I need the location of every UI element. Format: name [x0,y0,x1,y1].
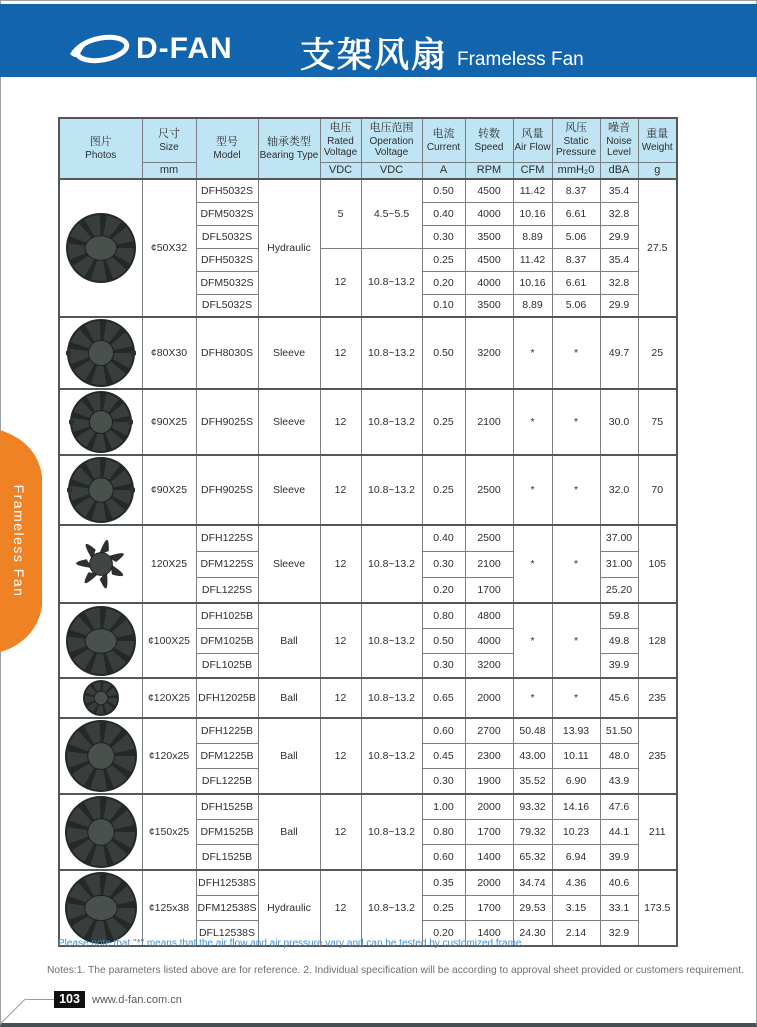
bearing-cell: Hydraulic [258,870,320,946]
noise-cell: 35.4 [600,248,638,271]
spec-table [58,117,676,947]
logo-swoosh-icon [68,32,130,66]
model-cell: DFL5032S [196,294,258,317]
speed-cell: 3200 [465,653,513,678]
air-flow-cell: * [513,603,552,678]
model-cell: DFL1525B [196,845,258,870]
operation-voltage-cell: 10.8~13.2 [361,794,422,870]
air-flow-cell: 50.48 [513,718,552,743]
static-pressure-cell: 3.15 [552,895,600,920]
noise-cell: 45.6 [600,678,638,718]
air-flow-cell: 29.53 [513,895,552,920]
current-cell: 0.20 [422,577,465,603]
current-cell: 0.25 [422,455,465,525]
speed-cell: 2500 [465,455,513,525]
fan-photo [67,456,135,524]
air-flow-cell: * [513,678,552,718]
operation-voltage-cell: 10.8~13.2 [361,678,422,718]
photo-cell [59,794,142,870]
footnote-general: Notes:1. The parameters listed above are for reference. 2. Individual specification will be according to approval sheet provided or customers requirement. [47,965,744,976]
model-cell: DFH1025B [196,603,258,628]
col-header-air-flow: 风量 Air Flow [513,118,552,162]
air-flow-cell: 10.16 [513,271,552,294]
bearing-cell: Sleeve [258,525,320,603]
size-cell: 120X25 [142,525,196,603]
photo-cell [59,678,142,718]
current-cell: 0.20 [422,271,465,294]
noise-cell: 32.0 [600,455,638,525]
size-cell: ¢50X32 [142,179,196,317]
noise-cell: 59.8 [600,603,638,628]
speed-cell: 2100 [465,389,513,455]
air-flow-cell: 34.74 [513,870,552,895]
col-header-photos: 图片 Photos [59,118,142,179]
table-row [59,389,677,455]
model-cell: DFH5032S [196,179,258,202]
speed-cell: 3500 [465,225,513,248]
table-row [59,718,677,743]
speed-cell: 2100 [465,551,513,577]
noise-cell: 47.6 [600,794,638,819]
operation-voltage-cell: 10.8~13.2 [361,525,422,603]
model-cell: DFH1525B [196,794,258,819]
speed-cell: 4000 [465,202,513,225]
unit-air-flow: CFM [513,162,552,179]
model-cell: DFL12538S [196,921,258,946]
static-pressure-cell: 8.37 [552,248,600,271]
model-cell: DFM1025B [196,628,258,653]
noise-cell: 32.8 [600,271,638,294]
air-flow-cell: * [513,389,552,455]
rated-voltage-cell: 12 [320,317,361,389]
weight-cell: 70 [638,455,677,525]
weight-cell: 128 [638,603,677,678]
rated-voltage-cell: 12 [320,248,361,317]
fan-photo [64,871,138,945]
noise-cell: 39.9 [600,845,638,870]
col-header-noise: 噪音 Noise Level [600,118,638,162]
current-cell: 0.80 [422,819,465,844]
model-cell: DFM1525B [196,819,258,844]
static-pressure-cell: 4.36 [552,870,600,895]
rated-voltage-cell: 12 [320,525,361,603]
footnote-asterisk: Please note that "*" means that the air flow and air pressure vary and can be tested by customized frame. [58,938,525,949]
unit-weight: g [638,162,677,179]
noise-cell: 33.1 [600,895,638,920]
air-flow-cell: 8.89 [513,294,552,317]
col-header-rated-voltage: 电压 Rated Voltage [320,118,361,162]
speed-cell: 4500 [465,248,513,271]
noise-cell: 31.00 [600,551,638,577]
bearing-cell: Hydraulic [258,179,320,317]
rated-voltage-cell: 12 [320,794,361,870]
weight-cell: 211 [638,794,677,870]
table-row [59,794,677,819]
current-cell: 0.30 [422,551,465,577]
speed-cell: 4000 [465,628,513,653]
col-header-speed: 转数 Speed [465,118,513,162]
static-pressure-cell: 10.11 [552,743,600,768]
current-cell: 0.25 [422,389,465,455]
weight-cell: 75 [638,389,677,455]
side-tab-label: Frameless Fan [11,484,27,598]
size-cell: ¢90X25 [142,455,196,525]
speed-cell: 1400 [465,845,513,870]
speed-cell: 4800 [465,603,513,628]
current-cell: 0.50 [422,179,465,202]
operation-voltage-cell: 10.8~13.2 [361,718,422,794]
current-cell: 0.40 [422,202,465,225]
fan-photo [82,679,120,717]
unit-current: A [422,162,465,179]
noise-cell: 44.1 [600,819,638,844]
col-header-operation-voltage: 电压范围 Operation Voltage [361,118,422,162]
photo-cell [59,718,142,794]
noise-cell: 29.9 [600,225,638,248]
air-flow-cell: 8.89 [513,225,552,248]
fan-photo [64,719,138,793]
bearing-cell: Ball [258,794,320,870]
model-cell: DFM1225B [196,743,258,768]
noise-cell: 25.20 [600,577,638,603]
static-pressure-cell: 8.37 [552,179,600,202]
speed-cell: 2000 [465,870,513,895]
current-cell: 0.65 [422,678,465,718]
current-cell: 0.60 [422,845,465,870]
static-pressure-cell: 5.06 [552,294,600,317]
noise-cell: 48.0 [600,743,638,768]
col-header-weight: 重量 Weight [638,118,677,162]
noise-cell: 39.9 [600,653,638,678]
model-cell: DFH1225S [196,525,258,551]
static-pressure-cell: * [552,603,600,678]
operation-voltage-cell: 10.8~13.2 [361,248,422,317]
table-row [59,317,677,389]
static-pressure-cell: * [552,678,600,718]
size-cell: ¢90X25 [142,389,196,455]
page-number: 103 [54,991,85,1008]
photo-cell [59,870,142,946]
model-cell: DFH12025B [196,678,258,718]
speed-cell: 1900 [465,769,513,794]
static-pressure-cell: 10.23 [552,819,600,844]
speed-cell: 2700 [465,718,513,743]
static-pressure-cell: 6.90 [552,769,600,794]
current-cell: 0.25 [422,895,465,920]
photo-cell [59,317,142,389]
noise-cell: 49.7 [600,317,638,389]
static-pressure-cell: 6.94 [552,845,600,870]
col-header-size: 尺寸 Size [142,118,196,162]
model-cell: DFM1225S [196,551,258,577]
model-cell: DFL1025B [196,653,258,678]
unit-operation-voltage: VDC [361,162,422,179]
current-cell: 0.20 [422,921,465,946]
operation-voltage-cell: 10.8~13.2 [361,455,422,525]
weight-cell: 235 [638,718,677,794]
photo-cell [59,179,142,317]
noise-cell: 49.8 [600,628,638,653]
fan-photo [66,318,136,388]
air-flow-cell: 24.30 [513,921,552,946]
photo-cell [59,389,142,455]
noise-cell: 32.9 [600,921,638,946]
current-cell: 0.10 [422,294,465,317]
table-row [59,525,677,551]
static-pressure-cell: 5.06 [552,225,600,248]
air-flow-cell: 11.42 [513,248,552,271]
bearing-cell: Ball [258,718,320,794]
operation-voltage-cell: 10.8~13.2 [361,317,422,389]
bearing-cell: Ball [258,603,320,678]
weight-cell: 105 [638,525,677,603]
bearing-cell: Sleeve [258,389,320,455]
weight-cell: 173.5 [638,870,677,946]
model-cell: DFL5032S [196,225,258,248]
speed-cell: 2000 [465,678,513,718]
rated-voltage-cell: 12 [320,678,361,718]
model-cell: DFM5032S [196,202,258,225]
bearing-cell: Sleeve [258,317,320,389]
noise-cell: 43.9 [600,769,638,794]
model-cell: DFH8030S [196,317,258,389]
size-cell: ¢150x25 [142,794,196,870]
speed-cell: 4000 [465,271,513,294]
speed-cell: 3200 [465,317,513,389]
unit-rated-voltage: VDC [320,162,361,179]
rated-voltage-cell: 12 [320,389,361,455]
unit-size: mm [142,162,196,179]
rated-voltage-cell: 12 [320,455,361,525]
static-pressure-cell: 14.16 [552,794,600,819]
air-flow-cell: 65.32 [513,845,552,870]
page-title-en: Frameless Fan [457,49,584,70]
current-cell: 0.35 [422,870,465,895]
size-cell: ¢100X25 [142,603,196,678]
static-pressure-cell: * [552,389,600,455]
table-row [59,179,677,202]
operation-voltage-cell: 10.8~13.2 [361,603,422,678]
unit-noise: dBA [600,162,638,179]
brand-name: D-FAN [136,32,233,65]
noise-cell: 30.0 [600,389,638,455]
model-cell: DFH9025S [196,389,258,455]
noise-cell: 37.00 [600,525,638,551]
col-header-bearing: 轴承类型 Bearing Type [258,118,320,179]
table-row [59,870,677,895]
fan-photo [64,795,138,869]
model-cell: DFH5032S [196,248,258,271]
air-flow-cell: 10.16 [513,202,552,225]
fan-photo [65,605,137,677]
unit-static-pressure: mmH₂0 [552,162,600,179]
corner-decoration-line [26,999,54,1000]
bearing-cell: Ball [258,678,320,718]
air-flow-cell: 93.32 [513,794,552,819]
fan-photo [63,526,139,602]
side-tab-frameless-fan [0,428,46,654]
air-flow-cell: 43.00 [513,743,552,768]
page-title-zh: 支架风扇 [300,36,449,75]
rated-voltage-cell: 12 [320,718,361,794]
current-cell: 0.30 [422,653,465,678]
brand-logo [68,33,233,65]
table-row [59,455,677,525]
size-cell: ¢120X25 [142,678,196,718]
noise-cell: 51.50 [600,718,638,743]
noise-cell: 29.9 [600,294,638,317]
speed-cell: 4500 [465,179,513,202]
current-cell: 0.45 [422,743,465,768]
fan-photo [69,390,133,454]
current-cell: 1.00 [422,794,465,819]
current-cell: 0.30 [422,769,465,794]
size-cell: ¢120x25 [142,718,196,794]
noise-cell: 40.6 [600,870,638,895]
photo-cell [59,455,142,525]
operation-voltage-cell: 4.5~5.5 [361,179,422,248]
model-cell: DFL1225B [196,769,258,794]
model-cell: DFH9025S [196,455,258,525]
static-pressure-cell: 13.93 [552,718,600,743]
unit-speed: RPM [465,162,513,179]
speed-cell: 1700 [465,895,513,920]
current-cell: 0.60 [422,718,465,743]
air-flow-cell: 11.42 [513,179,552,202]
static-pressure-cell: * [552,317,600,389]
fan-photo [65,212,137,284]
weight-cell: 27.5 [638,179,677,317]
static-pressure-cell: 6.61 [552,202,600,225]
model-cell: DFH12538S [196,870,258,895]
corner-decoration-diagonal [0,998,26,1024]
speed-cell: 2500 [465,525,513,551]
speed-cell: 3500 [465,294,513,317]
noise-cell: 32.8 [600,202,638,225]
weight-cell: 25 [638,317,677,389]
air-flow-cell: * [513,525,552,603]
static-pressure-cell: * [552,455,600,525]
speed-cell: 2300 [465,743,513,768]
current-cell: 0.30 [422,225,465,248]
size-cell: ¢125x38 [142,870,196,946]
banner [0,4,757,77]
bearing-cell: Sleeve [258,455,320,525]
speed-cell: 1700 [465,577,513,603]
model-cell: DFH1225B [196,718,258,743]
operation-voltage-cell: 10.8~13.2 [361,389,422,455]
static-pressure-cell: 2.14 [552,921,600,946]
current-cell: 0.40 [422,525,465,551]
size-cell: ¢80X30 [142,317,196,389]
col-header-static-pressure: 风压 Static Pressure [552,118,600,162]
speed-cell: 2000 [465,794,513,819]
current-cell: 0.80 [422,603,465,628]
rated-voltage-cell: 12 [320,870,361,946]
air-flow-cell: * [513,317,552,389]
air-flow-cell: 79.32 [513,819,552,844]
table-row [59,603,677,628]
air-flow-cell: 35.52 [513,769,552,794]
model-cell: DFL1225S [196,577,258,603]
static-pressure-cell: 6.61 [552,271,600,294]
weight-cell: 235 [638,678,677,718]
rated-voltage-cell: 12 [320,603,361,678]
model-cell: DFM12538S [196,895,258,920]
noise-cell: 35.4 [600,179,638,202]
model-cell: DFM5032S [196,271,258,294]
photo-cell [59,525,142,603]
current-cell: 0.50 [422,628,465,653]
current-cell: 0.50 [422,317,465,389]
col-header-current: 电流 Current [422,118,465,162]
col-header-model: 型号 Model [196,118,258,179]
operation-voltage-cell: 10.8~13.2 [361,870,422,946]
table-row [59,678,677,718]
spec-table-body [59,179,677,946]
speed-cell: 1700 [465,819,513,844]
static-pressure-cell: * [552,525,600,603]
speed-cell: 1400 [465,921,513,946]
current-cell: 0.25 [422,248,465,271]
air-flow-cell: * [513,455,552,525]
rated-voltage-cell: 5 [320,179,361,248]
website-url: www.d-fan.com.cn [92,994,182,1006]
photo-cell [59,603,142,678]
